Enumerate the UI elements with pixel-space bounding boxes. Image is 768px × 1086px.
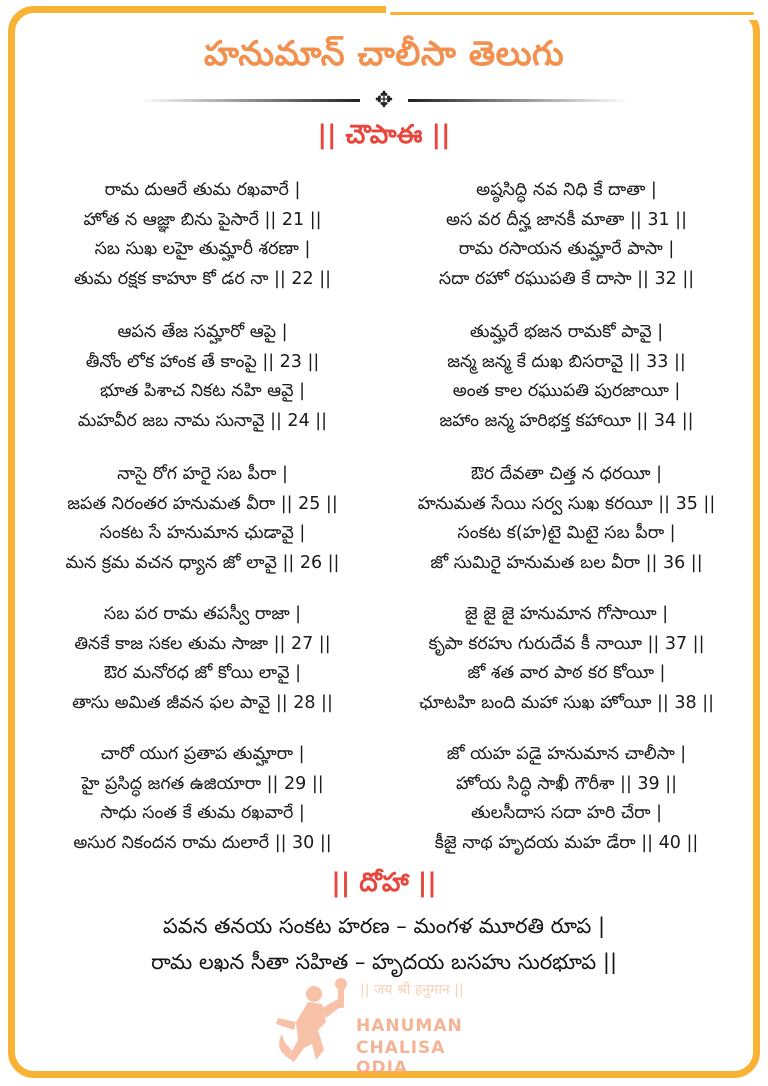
verse-line: రామ రసాయన తుమ్హారే పాసా | (458, 239, 675, 259)
watermark-brand-line2: CHALISA ODIA (356, 1038, 446, 1078)
verse-line: జహాం జన్మ హరిభక్త కహాయీ || 34 || (439, 410, 694, 431)
title-divider (140, 90, 628, 112)
verse-line: అంత కాల రఘుపతి పురజాయీ | (452, 381, 681, 401)
doha-verse (0, 908, 768, 980)
verse-line: సబ సుఖ లహై తుమ్హారీ శరణా | (94, 239, 311, 259)
watermark-jai-text: || जय श्री हनुमान || (360, 982, 464, 998)
doha-line: రామ లఖన సీతా సహిత – హృదయ బసహు సురభూప || (150, 950, 618, 974)
verse-line: హనుమత సేయి సర్వ సుఖ కరయీ || 35 || (417, 493, 716, 514)
page-title: హనుమాన్ చాలీసా తెలుగు (203, 34, 565, 74)
verse-block (394, 460, 739, 578)
verse-line: హై ప్రసిద్ధ జగత ఉజియారా || 29 || (81, 773, 324, 794)
verse-line: జై జై జై హనుమాన గోసాయీ | (464, 604, 669, 624)
verse-line: కృపా కరహు గురుదేవ కీ నాయీ || 37 || (428, 633, 705, 654)
verse-line: భూత పిశాచ నికట నహి ఆవై | (99, 381, 306, 401)
verse-block (394, 600, 739, 718)
verse-line: అస వర దీన్హ జానకీ మాతా || 31 || (446, 209, 687, 230)
divider-line-left (140, 99, 360, 102)
verse-block (30, 600, 375, 718)
verse-line: జపత నిరంతర హనుమత వీరా || 25 || (67, 493, 338, 514)
verse-line: తుమ రక్షక కాహూ కో డర నా || 22 || (73, 268, 332, 289)
verse-line: ఔర దేవతా చిత్త న ధరయీ | (471, 464, 662, 484)
verse-block (30, 460, 375, 578)
verse-line: ఆపన తేజ సమ్హారో ఆపై | (117, 322, 288, 342)
doha-heading: || దోహా || (331, 868, 437, 898)
verse-line: హోయ సిద్ధి సాఖీ గౌరీశా || 39 || (455, 773, 678, 794)
verse-block (394, 740, 739, 858)
frame-notch-line (390, 12, 754, 15)
verse-line: రామ దుఆరే తుమ రఖవారే | (104, 180, 301, 200)
verse-line: సదా రహో రఘుపతి కే దాసా || 32 || (438, 268, 695, 289)
divider-line-right (408, 99, 628, 102)
verse-line: సంకట సే హనుమాన ఛుడావై | (99, 523, 306, 543)
verse-line: చారో యుగ ప్రతాప తుమ్హారా | (100, 744, 305, 764)
ornament-icon: ✥ (374, 88, 394, 113)
watermark (268, 978, 498, 1078)
verse-line: జో సుమిరై హనుమత బల వీరా || 36 || (430, 552, 703, 573)
verse-line: నాసై రోగ హరై సబ పీరా | (117, 464, 288, 484)
verse-block (394, 318, 739, 436)
verse-line: సాధు సంత కే తుమ రఖవారే | (100, 803, 305, 823)
verse-line: ఛూటహి బంది మహా సుఖ హోయీ || 38 || (418, 692, 715, 713)
verse-line: సంకట క(హ)టై మిటై సబ పీరా | (457, 523, 676, 543)
chaupai-heading: || చౌపాఈ || (317, 120, 451, 150)
verse-block (30, 740, 375, 858)
verse-line: కీజై నాథ హృదయ మహ డేరా || 40 || (434, 832, 699, 853)
verse-line: అసుర నికందన రామ దులారే || 30 || (73, 832, 332, 853)
verse-line: ఔర మనోరధ జో కోయి లావై | (103, 663, 302, 683)
watermark-brand-line1: HANUMAN (356, 1016, 463, 1036)
verse-line: మహవీర జబ నామ సునావై || 24 || (77, 410, 328, 431)
verse-block (30, 318, 375, 436)
verse-line: జో శత వార పాఠ కర కోయీ | (467, 663, 666, 683)
verse-line: తుమ్హరే భజన రామకో పావై | (469, 322, 664, 342)
verse-line: జన్మ జన్మ కే దుఖ బిసరావై || 33 || (447, 351, 686, 372)
verse-line: తినకే కాజ సకల తుమ సాజా || 27 || (74, 633, 331, 654)
verse-line: హోత న ఆజ్ఞా బిను పైసారే || 21 || (83, 209, 322, 230)
hanuman-logo-icon (268, 978, 348, 1064)
doha-line: పవన తనయ సంకట హరణ – మంగళ మూరతి రూప | (162, 914, 606, 938)
verse-line: మన క్రమ వచన ధ్యాన జో లావై || 26 || (65, 552, 340, 573)
verse-block (30, 176, 375, 294)
verse-line: తాసు అమిత జీవన ఫల పావై || 28 || (72, 692, 333, 713)
verse-line: సబ పర రామ తపస్వీ రాజా | (103, 604, 302, 624)
verse-line: అష్ఠసిద్ధి నవ నిధి కే దాతా | (476, 180, 657, 200)
verse-line: తీనోం లోక హాంక తే కాంపై || 23 || (85, 351, 320, 372)
verse-block (394, 176, 739, 294)
verse-line: తులసీదాస సదా హరి చేరా | (470, 803, 663, 823)
verse-line: జో యహ పడై హనుమాన చాలీసా | (446, 744, 687, 764)
